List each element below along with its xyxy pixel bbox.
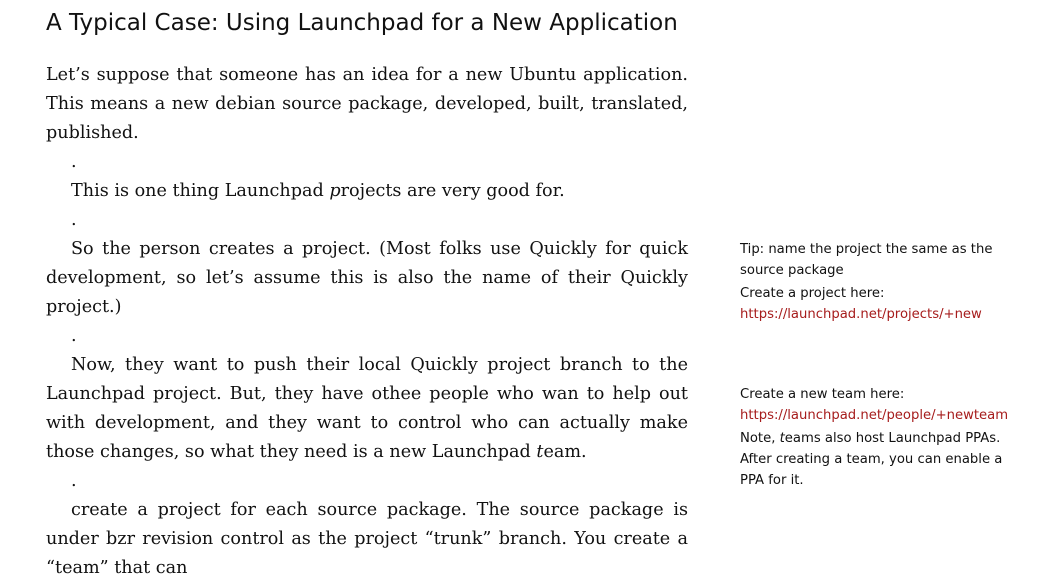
paragraph-projects [46,177,688,206]
sidenote-create-team-label: Create a new team here: [740,387,905,402]
emphasis-t: t [536,442,544,462]
paragraph-team-text-end: eam. [543,442,587,462]
separator-dot: . [71,152,77,172]
sidenote-tip: Tip: name the project the same as the source package [740,242,993,278]
separator-dot: . [71,471,77,491]
emphasis-p: p [329,181,341,201]
sidenote-create-project-label: Create a project here: [740,286,885,301]
sidenote-create-team [740,384,1030,426]
section-heading: A Typical Case: Using Launchpad for a New Application [46,10,678,36]
sidenote-ppa-text: Note, [740,431,780,446]
create-team-link[interactable]: https://launchpad.net/people/+newteam [740,408,1009,423]
separator-dot: . [71,326,77,346]
paragraph-create-project: So the person creates a project. (Most folks use Quickly for quick development, so let’s assume this is also the name of their Quickly project.) [46,239,688,317]
paragraph-team-text: Now, they want to push their local Quickly project branch to the Launchpad project. But, they have othee people who wan to help out with development, and they want to control who can actually make those changes, so what they need is a new Launchpad [46,355,688,462]
paragraph-intro: Let’s suppose that someone has an idea for a new Ubuntu application. This means a new debian source package, developed, built, translated, published. [46,65,688,143]
emphasis-t-note: t [779,431,785,446]
paragraph-team [46,351,688,467]
sidenote-ppa-text-end: eams also host Launchpad PPAs. After creating a team, you can enable a PPA for it. [740,431,1003,488]
sidenote-create-project [740,283,1030,325]
body-text [46,61,688,583]
paragraph-projects-text: This is one thing Launchpad [71,181,330,201]
separator-dot: . [71,210,77,230]
sidenote-ppa [740,428,1030,491]
paragraph-source-package: create a project for each source package. The source package is under bzr revision control as the project “trunk” branch. You create a “team” that can [46,500,688,578]
paragraph-projects-text-end: rojects are very good for. [340,181,565,201]
create-project-link[interactable]: https://launchpad.net/projects/+new [740,307,982,322]
